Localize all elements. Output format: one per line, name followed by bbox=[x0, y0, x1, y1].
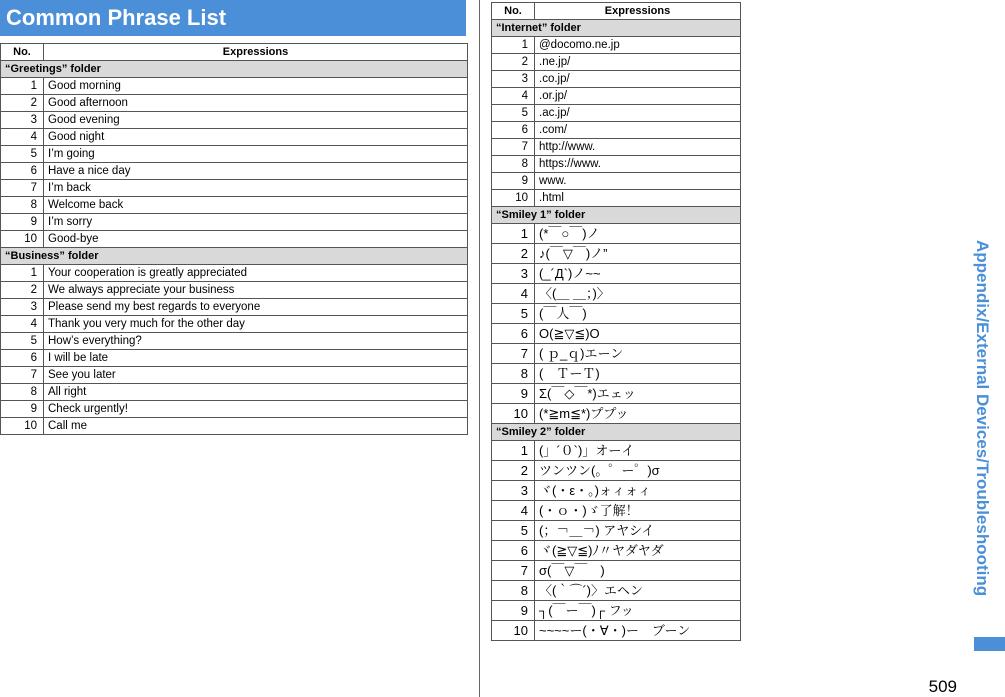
row-expression: .html bbox=[535, 190, 741, 207]
row-number: 10 bbox=[1, 418, 44, 435]
row-expression: .co.jp/ bbox=[535, 71, 741, 88]
table-row bbox=[492, 561, 741, 581]
row-number: 8 bbox=[492, 581, 535, 601]
row-expression: @docomo.ne.jp bbox=[535, 37, 741, 54]
row-number: 10 bbox=[492, 404, 535, 424]
row-number: 2 bbox=[1, 95, 44, 112]
header-no: No. bbox=[492, 3, 535, 20]
table-row bbox=[492, 344, 741, 364]
row-number: 6 bbox=[492, 541, 535, 561]
row-number: 3 bbox=[492, 264, 535, 284]
row-number: 8 bbox=[1, 384, 44, 401]
row-expression: All right bbox=[44, 384, 468, 401]
row-number: 2 bbox=[492, 461, 535, 481]
row-number: 4 bbox=[492, 501, 535, 521]
row-expression: ツンツン(。゜ー゜)σ bbox=[535, 461, 741, 481]
row-number: 7 bbox=[492, 139, 535, 156]
row-expression: I’m going bbox=[44, 146, 468, 163]
page-title: Common Phrase List bbox=[0, 0, 466, 36]
table-row bbox=[492, 284, 741, 304]
row-expression: (￣人￣) bbox=[535, 304, 741, 324]
row-expression: See you later bbox=[44, 367, 468, 384]
row-expression: ┐(￣ー￣)┌ フッ bbox=[535, 601, 741, 621]
row-expression: .or.jp/ bbox=[535, 88, 741, 105]
table-row bbox=[1, 214, 468, 231]
table-row bbox=[492, 244, 741, 264]
row-expression: .ac.jp/ bbox=[535, 105, 741, 122]
table-row bbox=[492, 71, 741, 88]
greetings-business-table bbox=[0, 43, 468, 435]
row-expression: I’m sorry bbox=[44, 214, 468, 231]
row-expression: Good night bbox=[44, 129, 468, 146]
table-row bbox=[492, 521, 741, 541]
row-number: 10 bbox=[1, 231, 44, 248]
table-row bbox=[1, 299, 468, 316]
table-row bbox=[492, 88, 741, 105]
row-expression: Welcome back bbox=[44, 197, 468, 214]
table-row bbox=[492, 541, 741, 561]
table-row bbox=[492, 54, 741, 71]
row-expression: Σ(￣◇￣*)エェッ bbox=[535, 384, 741, 404]
row-expression: ( ｐ_ｑ)エーン bbox=[535, 344, 741, 364]
row-expression: (；￢＿￢) アヤシイ bbox=[535, 521, 741, 541]
row-number: 9 bbox=[492, 384, 535, 404]
row-number: 8 bbox=[492, 364, 535, 384]
row-expression: Call me bbox=[44, 418, 468, 435]
row-number: 1 bbox=[492, 441, 535, 461]
internet-smiley-table bbox=[491, 2, 741, 641]
folder-name: “Business” folder bbox=[1, 248, 468, 265]
row-number: 8 bbox=[492, 156, 535, 173]
row-expression: We always appreciate your business bbox=[44, 282, 468, 299]
row-expression: (*￣○￣)ノ bbox=[535, 224, 741, 244]
row-number: 1 bbox=[1, 265, 44, 282]
table-row bbox=[492, 384, 741, 404]
row-number: 8 bbox=[1, 197, 44, 214]
table-row bbox=[492, 190, 741, 207]
table-row bbox=[1, 282, 468, 299]
row-expression: Good morning bbox=[44, 78, 468, 95]
table-row bbox=[1, 197, 468, 214]
row-expression: .ne.jp/ bbox=[535, 54, 741, 71]
row-expression: ヾ(・ε・。)ォィォィ bbox=[535, 481, 741, 501]
row-expression: I will be late bbox=[44, 350, 468, 367]
row-expression: http://www. bbox=[535, 139, 741, 156]
section-side-label: Appendix/External Devices/Troubleshooting bbox=[973, 240, 992, 597]
row-expression: Thank you very much for the other day bbox=[44, 316, 468, 333]
row-expression: Your cooperation is greatly appreciated bbox=[44, 265, 468, 282]
row-number: 4 bbox=[492, 284, 535, 304]
row-number: 2 bbox=[1, 282, 44, 299]
row-number: 4 bbox=[1, 129, 44, 146]
table-row bbox=[1, 129, 468, 146]
row-number: 9 bbox=[1, 214, 44, 231]
row-expression: Please send my best regards to everyone bbox=[44, 299, 468, 316]
row-number: 3 bbox=[492, 481, 535, 501]
row-expression: (_´Д`)ノ~~ bbox=[535, 264, 741, 284]
row-number: 1 bbox=[1, 78, 44, 95]
header-expressions: Expressions bbox=[44, 44, 468, 61]
table-row bbox=[492, 139, 741, 156]
row-number: 6 bbox=[1, 350, 44, 367]
table-row bbox=[492, 304, 741, 324]
row-expression: Good-bye bbox=[44, 231, 468, 248]
row-expression: How’s everything? bbox=[44, 333, 468, 350]
row-expression: Have a nice day bbox=[44, 163, 468, 180]
column-divider bbox=[479, 0, 480, 697]
row-number: 1 bbox=[492, 224, 535, 244]
row-number: 5 bbox=[492, 105, 535, 122]
table-row bbox=[492, 501, 741, 521]
row-expression: www. bbox=[535, 173, 741, 190]
table-row bbox=[1, 95, 468, 112]
folder-name: “Internet” folder bbox=[492, 20, 741, 37]
table-row bbox=[492, 37, 741, 54]
table-row bbox=[1, 333, 468, 350]
row-number: 7 bbox=[1, 367, 44, 384]
row-number: 6 bbox=[492, 122, 535, 139]
row-number: 5 bbox=[492, 521, 535, 541]
row-expression: (・ｏ・)ゞ了解！ bbox=[535, 501, 741, 521]
row-expression: O(≧▽≦)O bbox=[535, 324, 741, 344]
row-number: 3 bbox=[492, 71, 535, 88]
table-row bbox=[492, 324, 741, 344]
folder-header-row bbox=[1, 248, 468, 265]
row-number: 9 bbox=[492, 173, 535, 190]
row-number: 2 bbox=[492, 54, 535, 71]
row-number: 5 bbox=[492, 304, 535, 324]
table-row bbox=[492, 461, 741, 481]
table-row bbox=[492, 264, 741, 284]
row-expression: (*≧m≦*)ププッ bbox=[535, 404, 741, 424]
table-row bbox=[1, 384, 468, 401]
table-row bbox=[492, 441, 741, 461]
folder-header-row bbox=[492, 207, 741, 224]
page-number: 509 bbox=[928, 677, 957, 696]
table-row bbox=[1, 350, 468, 367]
row-expression: 〈(｀⌒´)〉エヘン bbox=[535, 581, 741, 601]
row-expression: σ(￣▽￣ ) bbox=[535, 561, 741, 581]
row-number: 7 bbox=[1, 180, 44, 197]
table-row bbox=[492, 481, 741, 501]
folder-name: “Smiley 2” folder bbox=[492, 424, 741, 441]
table-row bbox=[1, 180, 468, 197]
table-row bbox=[1, 418, 468, 435]
table-row bbox=[492, 156, 741, 173]
row-number: 3 bbox=[1, 299, 44, 316]
table-row bbox=[492, 105, 741, 122]
folder-header-row bbox=[492, 20, 741, 37]
row-number: 10 bbox=[492, 190, 535, 207]
row-expression: ~~~~ー(・∀・)ー ブーン bbox=[535, 621, 741, 641]
row-number: 6 bbox=[1, 163, 44, 180]
row-number: 3 bbox=[1, 112, 44, 129]
row-expression: ( ＴーＴ) bbox=[535, 364, 741, 384]
row-expression: I’m back bbox=[44, 180, 468, 197]
row-number: 5 bbox=[1, 146, 44, 163]
table-row bbox=[1, 78, 468, 95]
row-number: 4 bbox=[492, 88, 535, 105]
folder-name: “Greetings” folder bbox=[1, 61, 468, 78]
row-number: 6 bbox=[492, 324, 535, 344]
table-row bbox=[492, 621, 741, 641]
row-number: 9 bbox=[1, 401, 44, 418]
table-row bbox=[1, 367, 468, 384]
table-row bbox=[1, 265, 468, 282]
table-row bbox=[492, 173, 741, 190]
row-expression: 〈(＿ ＿；)〉 bbox=[535, 284, 741, 304]
row-expression: ♪(￣▽￣)ノ” bbox=[535, 244, 741, 264]
table-row bbox=[492, 601, 741, 621]
table-row bbox=[492, 364, 741, 384]
row-expression: Good evening bbox=[44, 112, 468, 129]
row-expression: .com/ bbox=[535, 122, 741, 139]
table-row bbox=[1, 112, 468, 129]
row-number: 2 bbox=[492, 244, 535, 264]
table-row bbox=[492, 122, 741, 139]
folder-header-row bbox=[1, 61, 468, 78]
table-row bbox=[1, 146, 468, 163]
table-header-row bbox=[492, 3, 741, 20]
row-expression: https://www. bbox=[535, 156, 741, 173]
row-number: 1 bbox=[492, 37, 535, 54]
table-row bbox=[492, 224, 741, 244]
row-expression: Good afternoon bbox=[44, 95, 468, 112]
row-expression: ヾ(≧▽≦)ﾉ〃ヤダヤダ bbox=[535, 541, 741, 561]
table-row bbox=[492, 404, 741, 424]
header-no: No. bbox=[1, 44, 44, 61]
row-number: 10 bbox=[492, 621, 535, 641]
table-row bbox=[1, 401, 468, 418]
table-row bbox=[1, 163, 468, 180]
row-number: 4 bbox=[1, 316, 44, 333]
table-header-row bbox=[1, 44, 468, 61]
row-expression: Check urgently! bbox=[44, 401, 468, 418]
row-expression: (」´０`)」オーイ bbox=[535, 441, 741, 461]
table-row bbox=[1, 231, 468, 248]
row-number: 7 bbox=[492, 344, 535, 364]
folder-name: “Smiley 1” folder bbox=[492, 207, 741, 224]
section-tab-marker bbox=[974, 637, 1005, 651]
table-row bbox=[492, 581, 741, 601]
row-number: 7 bbox=[492, 561, 535, 581]
header-expressions: Expressions bbox=[535, 3, 741, 20]
table-row bbox=[1, 316, 468, 333]
row-number: 5 bbox=[1, 333, 44, 350]
row-number: 9 bbox=[492, 601, 535, 621]
folder-header-row bbox=[492, 424, 741, 441]
